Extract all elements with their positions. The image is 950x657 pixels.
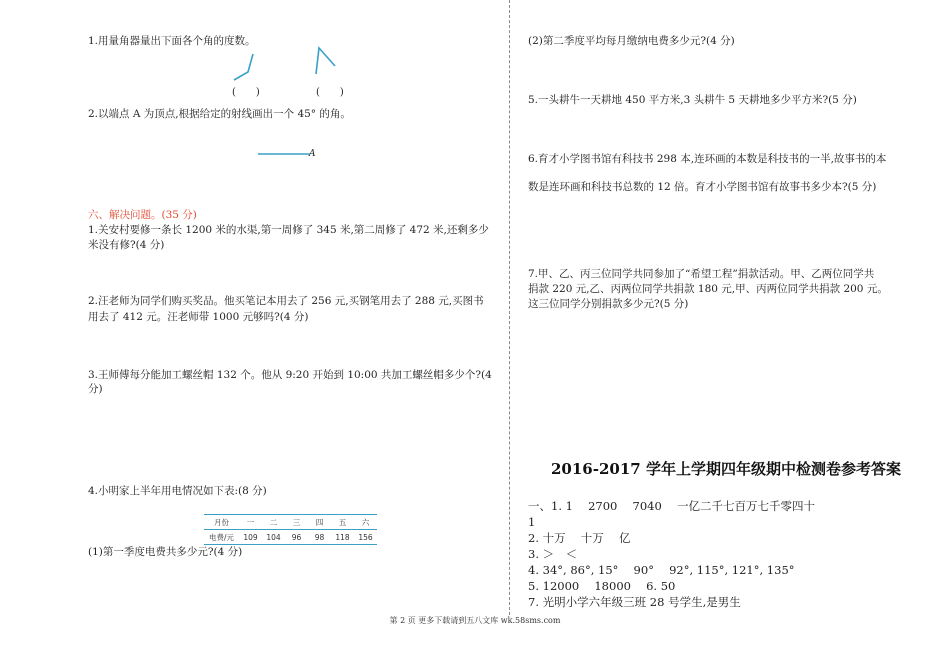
table-cell: 二	[262, 515, 285, 530]
point-a-label: A	[309, 149, 316, 159]
table-cell: 一	[239, 515, 262, 530]
answer-line: 3. ＞ ＜	[528, 547, 578, 561]
answer-line: 1	[528, 515, 536, 529]
table-cell: 109	[239, 530, 262, 545]
answer-bracket-1: ( )	[232, 87, 260, 98]
problem-1-line-2: 米没有修?(4 分)	[88, 239, 165, 251]
answer-bracket-2: ( )	[316, 87, 344, 98]
angle-figure-1	[230, 52, 260, 82]
problem-4-sub-1: (1)第一季度电费共多少元?(4 分)	[88, 546, 243, 558]
problem-7-line-1: 7.甲、乙、丙三位同学共同参加了“希望工程”捐款活动。甲、乙两位同学共	[528, 268, 875, 280]
problem-3-line-1: 3.王师傅每分能加工螺丝帽 132 个。他从 9:20 开始到 10:00 共加工螺丝帽多少个?(4	[88, 369, 492, 381]
table-cell: 96	[285, 530, 308, 545]
table-cell: 四	[308, 515, 331, 530]
page-footer: 第 2 页 更多下载请到五八文库 wk.58sms.com	[389, 616, 561, 625]
table-row	[204, 515, 377, 530]
problem-1-line-1: 1.关安村要修一条长 1200 米的水渠,第一周修了 345 米,第二周修了 472 米,还剩多少	[88, 224, 489, 236]
table-row	[204, 530, 377, 545]
ray-figure	[256, 148, 316, 160]
table-cell: 月份	[204, 515, 239, 530]
angle-figure-2	[312, 46, 342, 80]
answer-line: 7. 光明小学六年级三班 28 号学生,是男生	[528, 595, 741, 609]
problem-5: 5.一头耕牛一天耕地 450 平方米,3 头耕牛 5 天耕地多少平方米?(5 分)	[528, 94, 857, 106]
answer-line: 5. 12000 18000 6. 50	[528, 579, 676, 593]
table-cell: 电费/元	[204, 530, 239, 545]
problem-6-line-2: 数是连环画和科技书总数的 12 倍。育才小学图书馆有故事书多少本?(5 分)	[528, 181, 877, 193]
question-1: 1.用量角器量出下面各个角的度数。	[88, 35, 256, 47]
table-cell: 六	[354, 515, 377, 530]
table-cell: 104	[262, 530, 285, 545]
electricity-table	[204, 514, 377, 545]
table-cell: 三	[285, 515, 308, 530]
problem-6-line-1: 6.育才小学图书馆有科技书 298 本,连环画的本数是科技书的一半,故事书的本	[528, 153, 887, 165]
table-cell: 156	[354, 530, 377, 545]
answer-line: 4. 34°, 86°, 15° 90° 92°, 115°, 121°, 135°	[528, 563, 795, 577]
problem-3-line-2: 分)	[88, 383, 103, 395]
table-cell: 98	[308, 530, 331, 545]
answer-line: 2. 十万 十万 亿	[528, 531, 631, 545]
column-divider	[509, 0, 510, 615]
table-cell: 118	[331, 530, 354, 545]
section-6-heading: 六、解决问题。(35 分)	[88, 209, 197, 221]
question-2: 2.以端点 A 为顶点,根据给定的射线画出一个 45° 的角。	[88, 108, 351, 120]
problem-4: 4.小明家上半年用电情况如下表:(8 分)	[88, 485, 267, 497]
problem-7-line-2: 捐款 220 元,乙、丙两位同学共捐款 180 元,甲、丙两位同学共捐款 200 元。	[528, 283, 888, 295]
table-cell: 五	[331, 515, 354, 530]
problem-4-sub-2: (2)第二季度平均每月缴纳电费多少元?(4 分)	[528, 35, 735, 47]
problem-7-line-3: 这三位同学分别捐款多少元?(5 分)	[528, 298, 689, 310]
problem-2-line-1: 2.汪老师为同学们购买奖品。他买笔记本用去了 256 元,买钢笔用去了 288 元,买图书	[88, 295, 484, 307]
problem-2-line-2: 用去了 412 元。汪老师带 1000 元够吗?(4 分)	[88, 311, 309, 323]
answer-line: 一、1. 1 2700 7040 一亿二千七百万七千零四十	[528, 499, 815, 513]
answer-key-title: 2016-2017 学年上学期四年级期中检测卷参考答案	[551, 460, 901, 478]
